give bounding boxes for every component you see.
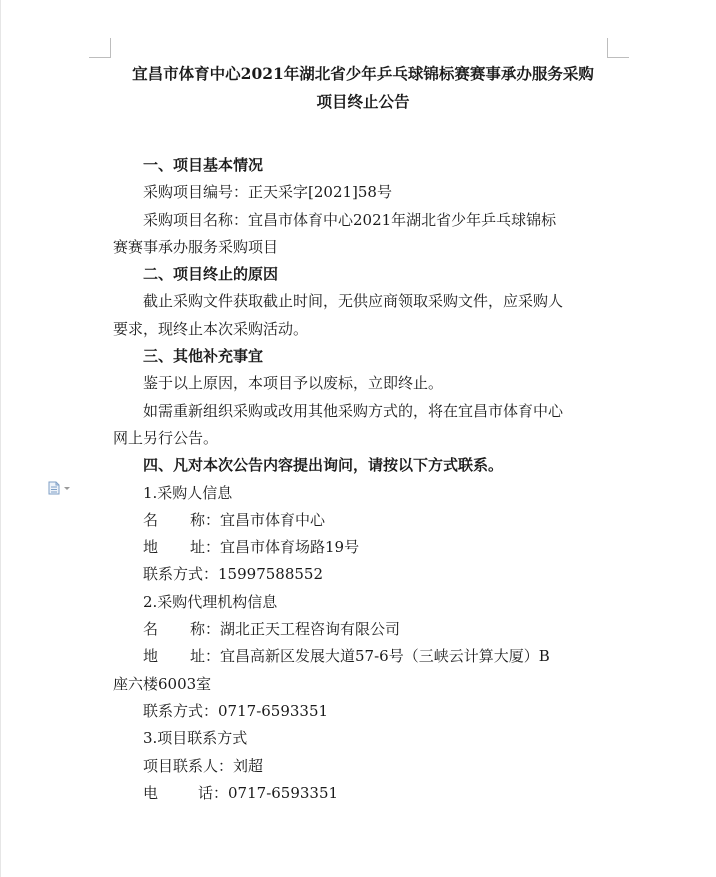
project-contact-phone-label-b: 话： [198, 783, 229, 802]
document-dropdown-icon[interactable] [47, 480, 77, 494]
purchaser-name-value: 宜昌市体育中心 [220, 510, 326, 529]
purchaser-address-label-b: 址： [190, 538, 221, 557]
project-name-line-2: 赛赛事承办服务采购项目 [113, 237, 279, 256]
project-contact-person-label: 项目联系人： [143, 756, 234, 775]
agency-address-line-2: 座六楼6003室 [113, 674, 212, 693]
agency-address-label-b: 址： [190, 647, 221, 666]
section-4-heading: 四、凡对本次公告内容提出询问，请按以下方式联系。 [143, 456, 504, 475]
agency-address-value-line-1: 宜昌高新区发展大道57-6号（三峡云计算大厦）B [220, 647, 550, 666]
agency-contact [113, 698, 613, 725]
project-contact-person-value: 刘超 [233, 756, 264, 775]
project-contact-person [113, 753, 613, 780]
crop-mark-top-right-vertical [607, 38, 608, 58]
agency-info-title: 2.采购代理机构信息 [143, 592, 278, 611]
termination-reason-line-2: 要求，现终止本次采购活动。 [113, 319, 309, 338]
supplement-paragraph-2-line-1: 如需重新组织采购或改用其他采购方式的，将在宜昌市体育中心 [143, 401, 564, 420]
agency-name-label-b: 称： [190, 620, 221, 639]
section-3-heading: 三、其他补充事宜 [143, 347, 264, 366]
purchaser-name-label-a: 名 [143, 510, 159, 529]
supplement-paragraph-2-line-2: 网上另行公告。 [113, 428, 219, 447]
purchaser-address-label-a: 地 [143, 538, 159, 557]
agency-name-label-a: 名 [143, 620, 159, 639]
supplement-paragraph-1: 鉴于以上原因，本项目予以废标，立即终止。 [143, 374, 444, 393]
purchaser-contact-label: 联系方式： [143, 565, 219, 584]
purchaser-address [113, 534, 613, 561]
purchaser-name-label-b: 称： [190, 510, 221, 529]
document-content [113, 60, 613, 807]
section-2-heading: 二、项目终止的原因 [143, 265, 279, 284]
document-title [113, 60, 613, 116]
purchaser-contact [113, 561, 613, 588]
purchaser-info-title: 1.采购人信息 [143, 483, 233, 502]
crop-mark-top-left-horizontal [89, 57, 111, 58]
agency-name-value: 湖北正天工程咨询有限公司 [220, 620, 401, 639]
purchaser-address-value: 宜昌市体育场路19号 [220, 538, 360, 557]
crop-mark-top-left-vertical [110, 38, 111, 58]
project-contact-phone-label-a: 电 [143, 783, 159, 802]
project-contact-title: 3.项目联系方式 [143, 729, 248, 748]
section-1-heading: 一、项目基本情况 [143, 156, 264, 174]
project-contact-phone-value: 0717-6593351 [228, 783, 339, 802]
purchaser-contact-value: 15997588552 [218, 565, 323, 584]
agency-address-line-1 [113, 643, 613, 670]
agency-name [113, 616, 613, 643]
title-line-1: 宜昌市体育中心2021年湖北省少年乒乓球锦标赛赛事承办服务采购 [132, 64, 594, 83]
agency-contact-label: 联系方式： [143, 701, 219, 720]
project-contact-phone [113, 780, 613, 807]
title-line-2: 项目终止公告 [316, 92, 410, 111]
project-number: 采购项目编号：正天采字[2021]58号 [143, 183, 392, 202]
purchaser-name [113, 507, 613, 534]
agency-contact-value: 0717-6593351 [218, 701, 329, 720]
document-body [113, 152, 613, 807]
crop-mark-top-right-horizontal [607, 57, 629, 58]
termination-reason-line-1: 截止采购文件获取截止时间，无供应商领取采购文件，应采购人 [143, 292, 564, 311]
agency-address-label-a: 地 [143, 647, 159, 666]
project-name-line-1: 采购项目名称：宜昌市体育中心2021年湖北省少年乒乓球锦标 [143, 210, 557, 229]
